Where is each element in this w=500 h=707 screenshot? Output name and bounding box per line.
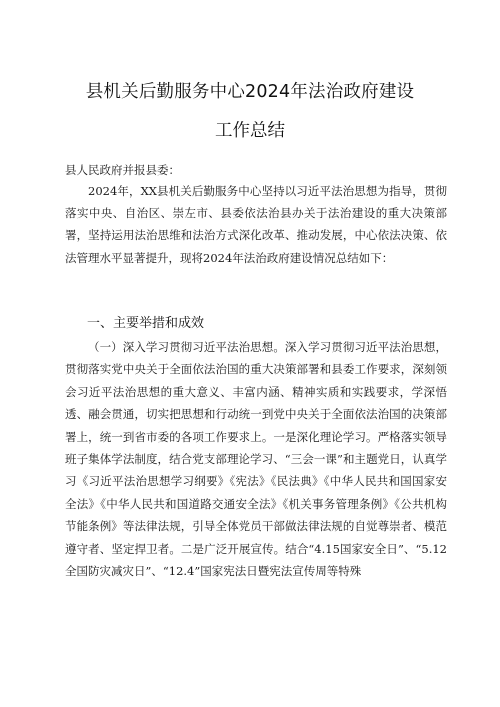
section-heading: 一、主要举措和成效: [87, 316, 205, 331]
document-title-line2: 工作总结: [215, 121, 285, 141]
addressee: 县人民政府并报县委：: [65, 163, 180, 177]
section-body-text: （一）深入学习贯彻习近平法治思想。深入学习贯彻习近平法治思想，贯彻落实党中央关于全面依法治国的重大决策部署和县委工作要求，深刻领会习近平法治思想的重大意义、丰富内涵、精神实质和实践要求，学深悟透、融会贯通，切实把思想和行动统一到党中央关于全面依法治国的决策部署上，统一到省市委的各项工作要求上。一是深化理论学习。严格落实领导班子集体学法制度，结合党支部理论学习、“三会一课”和主题党日，认真学习《习近平法治思想学习纲要》《宪法》《民法典》《中华人民共和国国家安全法》《中华人民共和国道路交通安全法》《机关事务管理条例》《公共机构节能条例》等法律法规，引导全体党员干部做法律法规的自觉尊崇者、模范遵守者、坚定捍卫者。二是广泛开展宣传。结合“4.15国家安全日”、“5.12全国防灾减灾日”、“12.4”国家宪法日暨宪法宣传周等特殊: [65, 340, 447, 579]
intro-paragraph: [65, 180, 447, 269]
section-body: [65, 336, 447, 582]
document-title-line1: 县机关后勤服务中心2024年法治政府建设: [85, 82, 415, 102]
intro-text: 2024年，XX县机关后勤服务中心坚持以习近平法治思想为指导，贯彻落实中央、自治区、崇左市、县委依法治县办关于法治建设的重大决策部署，坚持运用法治思维和法治方式深化改革、推动发展，中心依法决策、依法管理水平显著提升，现将2024年法治政府建设情况总结如下：: [65, 184, 447, 265]
